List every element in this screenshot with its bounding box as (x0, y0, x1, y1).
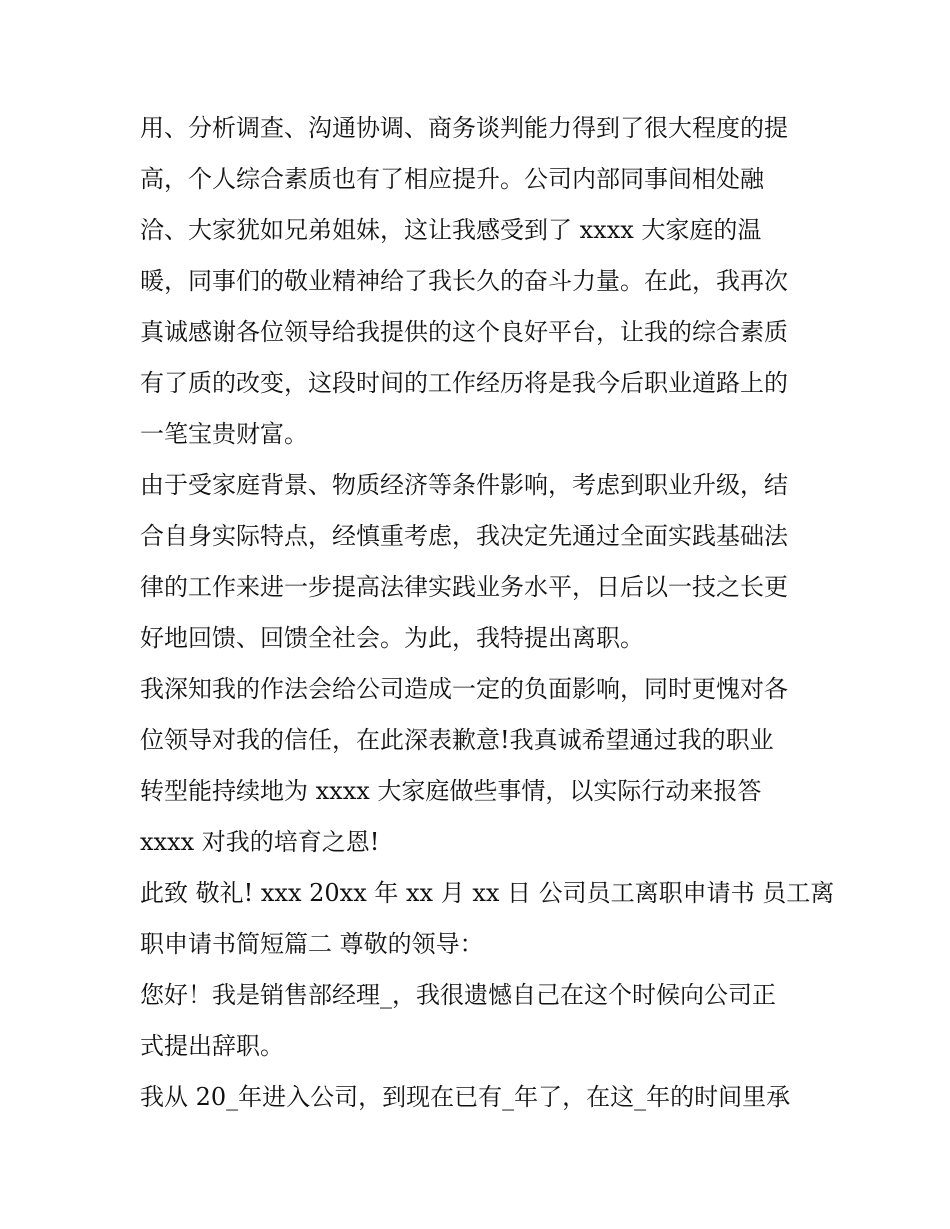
text-line: 转型能持续地为 xxxx 大家庭做些事情，以实际行动来报答 (140, 777, 762, 805)
text-line: 合自身实际特点，经慎重考虑，我决定先通过全面实践基础法 (140, 522, 788, 550)
text-line: 职申请书简短篇二 尊敬的领导： (140, 930, 484, 958)
text-line: 我从 20_年进入公司，到现在已有_年了，在这_年的时间里承 (140, 1083, 791, 1111)
text-line: 位领导对我的信任，在此深表歉意!我真诚希望通过我的职业 (140, 726, 774, 754)
text-line: 式提出辞职。 (140, 1032, 284, 1060)
text-line: 由于受家庭背景、物质经济等条件影响，考虑到职业升级，结 (140, 471, 788, 499)
text-line: 好地回馈、回馈全社会。为此，我特提出离职。 (140, 624, 644, 652)
text-line: 高，个人综合素质也有了相应提升。公司内部同事间相处融 (140, 165, 764, 193)
text-line: 用、分析调查、沟通协调、商务谈判能力得到了很大程度的提 (140, 114, 788, 142)
text-line: 有了质的改变，这段时间的工作经历将是我今后职业道路上的 (140, 369, 788, 397)
text-line: 一笔宝贵财富。 (140, 420, 308, 448)
text-line: 此致 敬礼! xxx 20xx 年 xx 月 xx 日 公司员工离职申请书 员工离 (140, 879, 835, 907)
text-line: 暖，同事们的敬业精神给了我长久的奋斗力量。在此，我再次 (140, 267, 788, 295)
text-line: 我深知我的作法会给公司造成一定的负面影响，同时更愧对各 (140, 675, 788, 703)
text-line: xxxx 对我的培育之恩! (140, 828, 380, 856)
text-line: 律的工作来进一步提高法律实践业务水平，日后以一技之长更 (140, 573, 788, 601)
document-body (140, 103, 835, 1123)
text-line: 真诚感谢各位领导给我提供的这个良好平台，让我的综合素质 (140, 318, 788, 346)
text-line: 洽、大家犹如兄弟姐妹，这让我感受到了 xxxx 大家庭的温 (140, 216, 762, 244)
text-line: 您好！我是销售部经理_，我很遗憾自己在这个时候向公司正 (140, 981, 776, 1009)
